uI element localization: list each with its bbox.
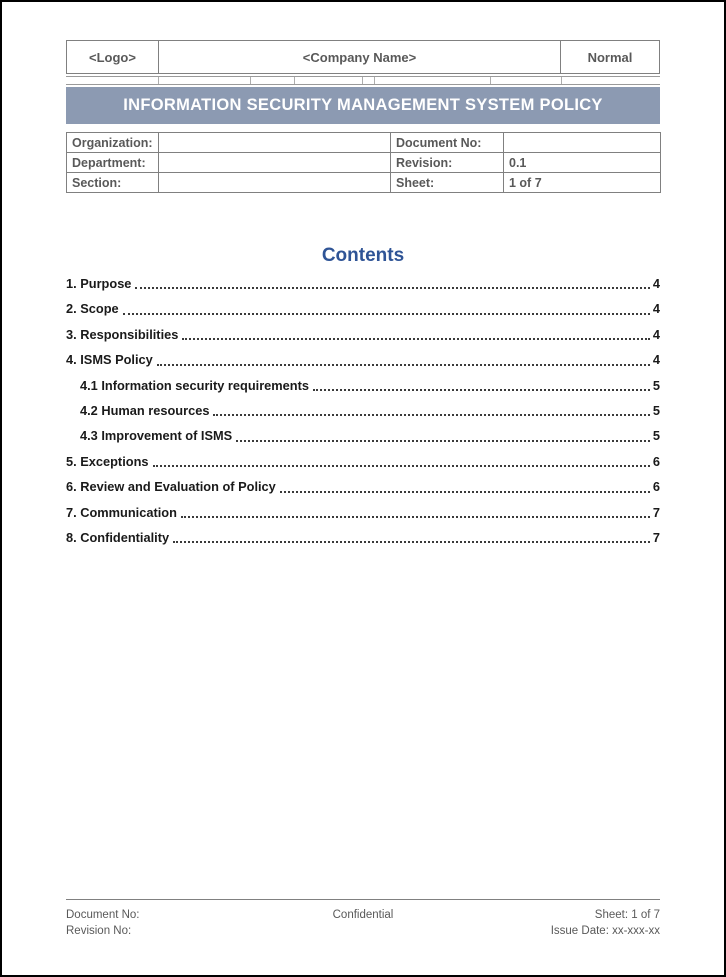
toc-list: [66, 271, 660, 550]
department-label: Department:: [67, 153, 159, 173]
footer-issue-date: Issue Date: xx-xxx-xx: [550, 925, 660, 937]
document-title-banner: [66, 87, 660, 124]
toc-entry[interactable]: [66, 474, 660, 499]
section-label: Section:: [67, 173, 159, 193]
toc-entry[interactable]: [66, 271, 660, 296]
toc-entry[interactable]: [66, 296, 660, 321]
toc-entry[interactable]: [66, 322, 660, 347]
toc-entry-page: 7: [652, 504, 660, 520]
toc-entry-page: 4: [652, 352, 660, 368]
sheet-value: 1 of 7: [504, 173, 661, 193]
tick-mark: [374, 77, 375, 84]
toc-entry-title: 4. ISMS Policy: [66, 352, 153, 368]
toc-entry-title: 8. Confidentiality: [66, 529, 170, 545]
toc-leader-dots: [173, 525, 650, 550]
toc-entry[interactable]: [66, 398, 660, 423]
toc-entry-title: 1. Purpose: [66, 276, 132, 291]
toc-entry-title: 7. Communication: [66, 504, 177, 520]
organization-label: Organization:: [67, 133, 159, 153]
toc-entry-page: 5: [652, 428, 660, 444]
table-row: [67, 173, 661, 193]
toc-entry-title: 6. Review and Evaluation of Policy: [66, 479, 276, 495]
section-value-field[interactable]: [159, 173, 391, 193]
toc-leader-dots: [313, 373, 650, 398]
tick-mark: [250, 77, 251, 84]
toc-leader-dots: [182, 322, 650, 347]
footer-revision-no: Revision No:: [66, 925, 132, 937]
revision-label: Revision:: [391, 153, 504, 173]
revision-value: 0.1: [504, 153, 661, 173]
toc-entry-page: 4: [652, 276, 660, 291]
document-no-label: Document No:: [391, 133, 504, 153]
contents-heading: Contents: [321, 245, 405, 266]
toc-entry[interactable]: [66, 423, 660, 448]
toc-entry-page: 6: [652, 453, 660, 469]
toc-leader-dots: [181, 500, 650, 525]
footer-confidential: Confidential: [332, 909, 394, 921]
table-row: [67, 153, 661, 173]
table-row: [67, 133, 661, 153]
sheet-label: Sheet:: [391, 173, 504, 193]
footer-sheet: Sheet: 1 of 7: [594, 909, 660, 921]
toc-entry-title: 2. Scope: [66, 301, 119, 317]
toc-leader-dots: [153, 449, 650, 474]
organization-value-field[interactable]: [159, 133, 391, 153]
footer-left-block: [66, 907, 264, 939]
toc-entry[interactable]: [66, 373, 660, 398]
tick-mark: [158, 77, 159, 84]
footer-document-no: Document No:: [66, 909, 140, 921]
toc-leader-dots: [213, 398, 649, 423]
tick-mark: [490, 77, 491, 84]
toc-entry-page: 5: [652, 402, 660, 418]
toc-entry-title: 4.1 Information security requirements: [80, 377, 309, 393]
toc-entry[interactable]: [66, 525, 660, 550]
toc-entry-page: 5: [652, 377, 660, 393]
tick-mark: [294, 77, 295, 84]
column-tick-marks-row: [66, 76, 660, 85]
document-info-table: [66, 132, 661, 193]
footer-right-block: [462, 907, 660, 939]
toc-leader-dots: [280, 474, 650, 499]
toc-leader-dots: [157, 347, 650, 372]
toc-entry-title: 5. Exceptions: [66, 453, 149, 469]
document-no-value-field[interactable]: [504, 133, 661, 153]
toc-entry-title: 4.2 Human resources: [80, 402, 210, 418]
department-value-field[interactable]: [159, 153, 391, 173]
toc-entry-title: 3. Responsibilities: [66, 326, 179, 342]
toc-entry-page: 6: [652, 479, 660, 495]
toc-entry[interactable]: [66, 449, 660, 474]
toc-leader-dots: [123, 296, 650, 321]
page-footer: [66, 899, 660, 939]
logo-placeholder-cell[interactable]: <Logo>: [67, 41, 159, 74]
toc-leader-dots: [236, 423, 650, 448]
toc-entry-page: 4: [652, 326, 660, 342]
toc-entry[interactable]: [66, 500, 660, 525]
company-name-placeholder-cell[interactable]: <Company Name>: [159, 41, 561, 74]
toc-entry-page: 4: [652, 301, 660, 317]
toc-entry-page: 7: [652, 529, 660, 545]
tick-mark: [561, 77, 562, 84]
classification-cell: Normal: [561, 41, 660, 74]
toc-entry-title: 4.3 Improvement of ISMS: [80, 428, 233, 444]
toc-leader-dots: [135, 271, 649, 296]
document-title: INFORMATION SECURITY MANAGEMENT SYSTEM POLICY: [123, 96, 603, 114]
header-table: [66, 40, 660, 74]
tick-mark: [362, 77, 363, 84]
toc-entry[interactable]: [66, 347, 660, 372]
